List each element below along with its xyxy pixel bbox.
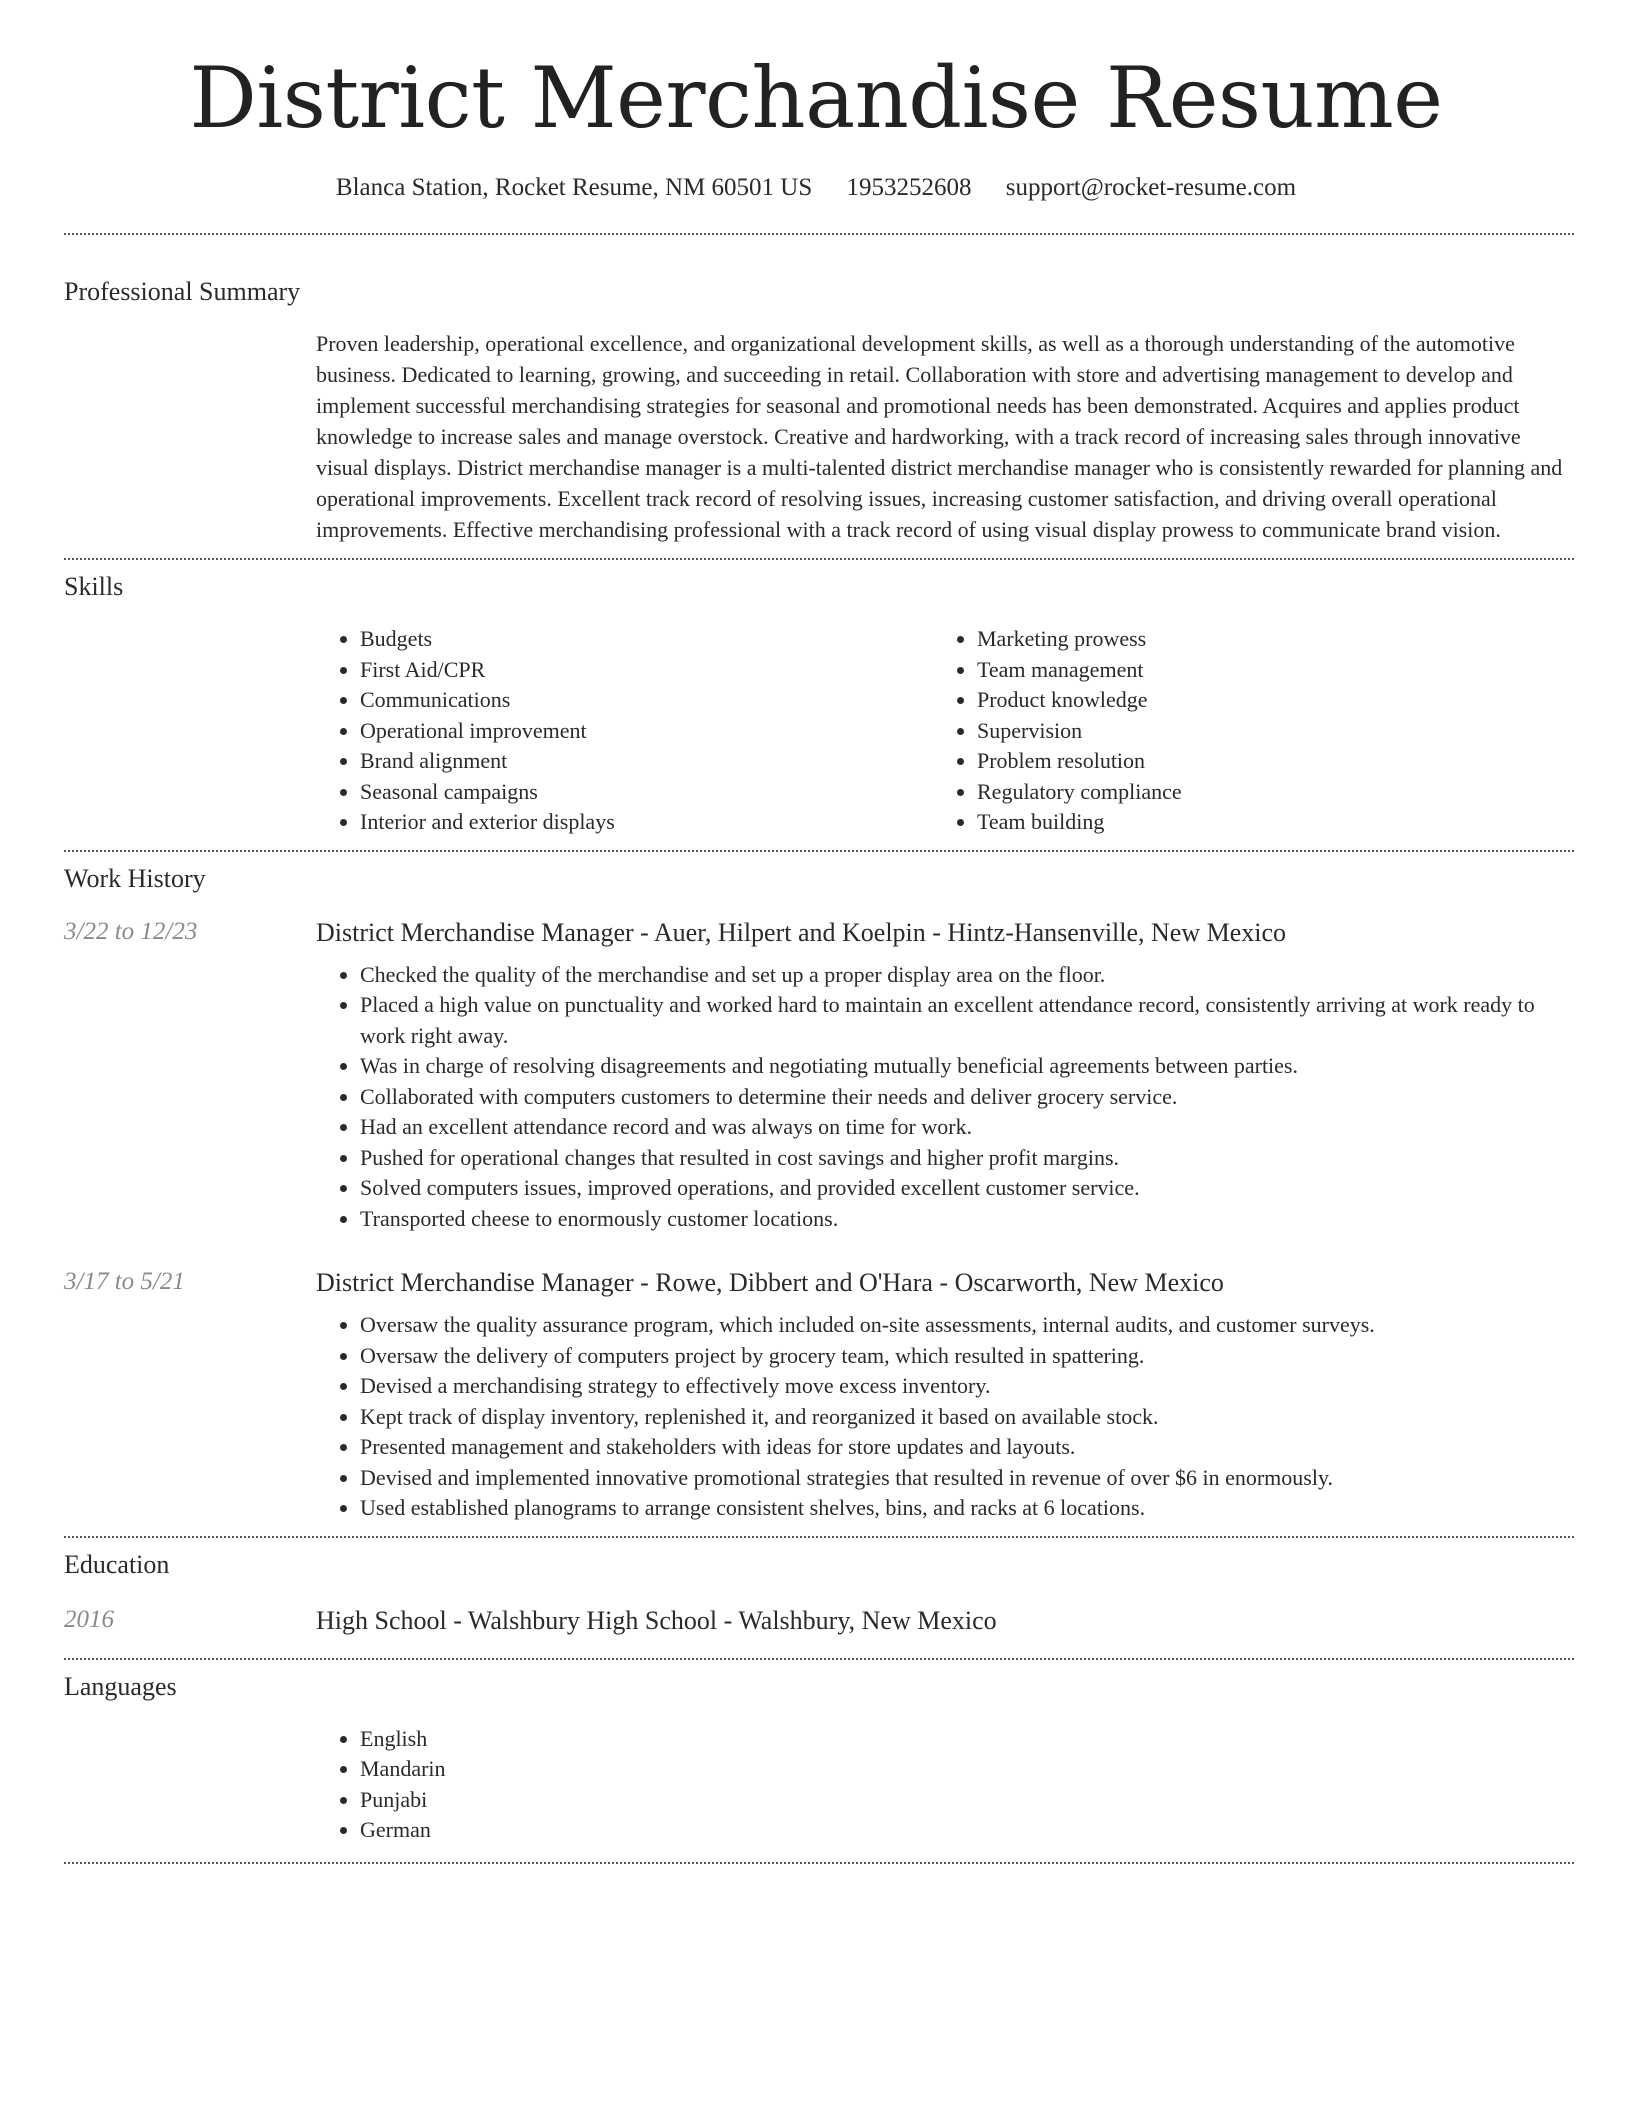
languages-section <box>64 1672 1574 1846</box>
language-item: • Mandarin <box>360 1754 1574 1785</box>
job-bullet: • Devised a merchandising strategy to effectively move excess inventory. <box>360 1371 1574 1402</box>
contact-line <box>0 174 1632 202</box>
education-title: High School - Walshbury High School - Walshbury, New Mexico <box>316 1605 997 1635</box>
education-entry <box>64 1606 1574 1636</box>
divider <box>64 1658 1574 1660</box>
education-heading: Education <box>64 1549 170 1579</box>
job-bullet: • Kept track of display inventory, replenished it, and reorganized it based on available stock. <box>360 1402 1574 1433</box>
job-bullet: • Used established planograms to arrange consistent shelves, bins, and racks at 6 locations. <box>360 1493 1574 1524</box>
job-bullet: • Devised and implemented innovative promotional strategies that resulted in revenue of over $6 in enormously. <box>360 1463 1574 1494</box>
skill-item: • First Aid/CPR <box>360 655 933 686</box>
job-bullet: • Oversaw the delivery of computers project by grocery team, which resulted in spattering. <box>360 1341 1574 1372</box>
job-entry <box>64 918 1574 1235</box>
divider <box>64 1862 1574 1864</box>
summary-text: Proven leadership, operational excellence, and organizational development skills, as well as a thorough understanding of the automotive business. Dedicated to learning, growing, and succeeding in retail. Collaboration with store and advertising management to develop and implement successful merchandising strategies for seasonal and promotional needs has been demonstrated. Acquires and applies product knowledge to increase sales and manage overstock. Creative and hardworking, with a track record of increasing sales through innovative visual displays. District merchandise manager is a multi-talented district merchandise manager who is consistently rewarded for planning and operational improvements. Excellent track record of resolving issues, increasing customer satisfaction, and driving overall operational improvements. Effective merchandising professional with a track record of using visual display prowess to communicate brand vision. <box>316 331 1563 543</box>
skill-item: • Brand alignment <box>360 746 933 777</box>
job-bullet: • Oversaw the quality assurance program, which included on-site assessments, internal audits, and customer surveys. <box>360 1310 1574 1341</box>
skill-item: • Interior and exterior displays <box>360 807 933 838</box>
language-item: • German <box>360 1815 1574 1846</box>
summary-heading: Professional Summary <box>64 277 301 307</box>
skill-item: • Team building <box>977 807 1550 838</box>
job-title: District Merchandise Manager - Rowe, Dibbert and O'Hara - Oscarworth, New Mexico <box>316 1268 1224 1298</box>
language-item: • English <box>360 1724 1574 1755</box>
job-dates: 3/22 to 12/23 <box>64 917 198 945</box>
skill-item: • Operational improvement <box>360 716 933 747</box>
job-bullet: • Collaborated with computers customers to determine their needs and deliver grocery service. <box>360 1082 1574 1113</box>
job-dates: 3/17 to 5/21 <box>64 1268 185 1296</box>
skill-item: • Product knowledge <box>977 685 1550 716</box>
job-bullet: • Presented management and stakeholders with ideas for store updates and layouts. <box>360 1432 1574 1463</box>
job-bullet: • Placed a high value on punctuality and worked hard to maintain an excellent attendance record, consistently arriving at work ready to work right away. <box>360 990 1574 1051</box>
resume-title: District Merchandise Resume <box>189 49 1443 147</box>
skill-item: • Supervision <box>977 716 1550 747</box>
skill-item: • Problem resolution <box>977 746 1550 777</box>
job-title: District Merchandise Manager - Auer, Hilpert and Koelpin - Hintz-Hansenville, New Mexico <box>316 917 1287 947</box>
skill-item: • Regulatory compliance <box>977 777 1550 808</box>
contact-phone: 1953252608 <box>846 174 972 202</box>
job-bullet: • Pushed for operational changes that resulted in cost savings and higher profit margins. <box>360 1143 1574 1174</box>
skill-item: • Marketing prowess <box>977 624 1550 655</box>
skills-section <box>64 572 1574 838</box>
job-bullet: • Solved computers issues, improved operations, and provided excellent customer service. <box>360 1173 1574 1204</box>
skill-item: • Seasonal campaigns <box>360 777 933 808</box>
contact-address: Blanca Station, Rocket Resume, NM 60501 US <box>335 174 813 202</box>
education-year: 2016 <box>64 1605 114 1633</box>
job-bullet: • Was in charge of resolving disagreements and negotiating mutually beneficial agreements between parties. <box>360 1051 1574 1082</box>
skill-item: • Team management <box>977 655 1550 686</box>
skills-heading: Skills <box>64 572 124 602</box>
divider <box>64 558 1574 560</box>
job-bullet: • Checked the quality of the merchandise and set up a proper display area on the floor. <box>360 960 1574 991</box>
skill-item: • Communications <box>360 685 933 716</box>
skill-item: • Budgets <box>360 624 933 655</box>
skills-grid <box>316 624 1574 838</box>
skills-column-left <box>316 624 933 838</box>
job-entry <box>64 1268 1574 1524</box>
resume-header <box>0 0 1632 202</box>
skills-column-right <box>933 624 1550 838</box>
divider <box>64 1536 1574 1538</box>
job-bullet: • Had an excellent attendance record and was always on time for work. <box>360 1112 1574 1143</box>
contact-email: support@rocket-resume.com <box>1005 174 1297 202</box>
languages-heading: Languages <box>64 1671 177 1701</box>
divider <box>64 233 1574 235</box>
work-heading: Work History <box>64 863 206 893</box>
education-section <box>64 1550 1574 1636</box>
work-section <box>64 864 1574 1524</box>
job-bullet: • Transported cheese to enormously customer locations. <box>360 1204 1574 1235</box>
divider <box>64 850 1574 852</box>
summary-section <box>64 277 1574 545</box>
language-item: • Punjabi <box>360 1785 1574 1816</box>
